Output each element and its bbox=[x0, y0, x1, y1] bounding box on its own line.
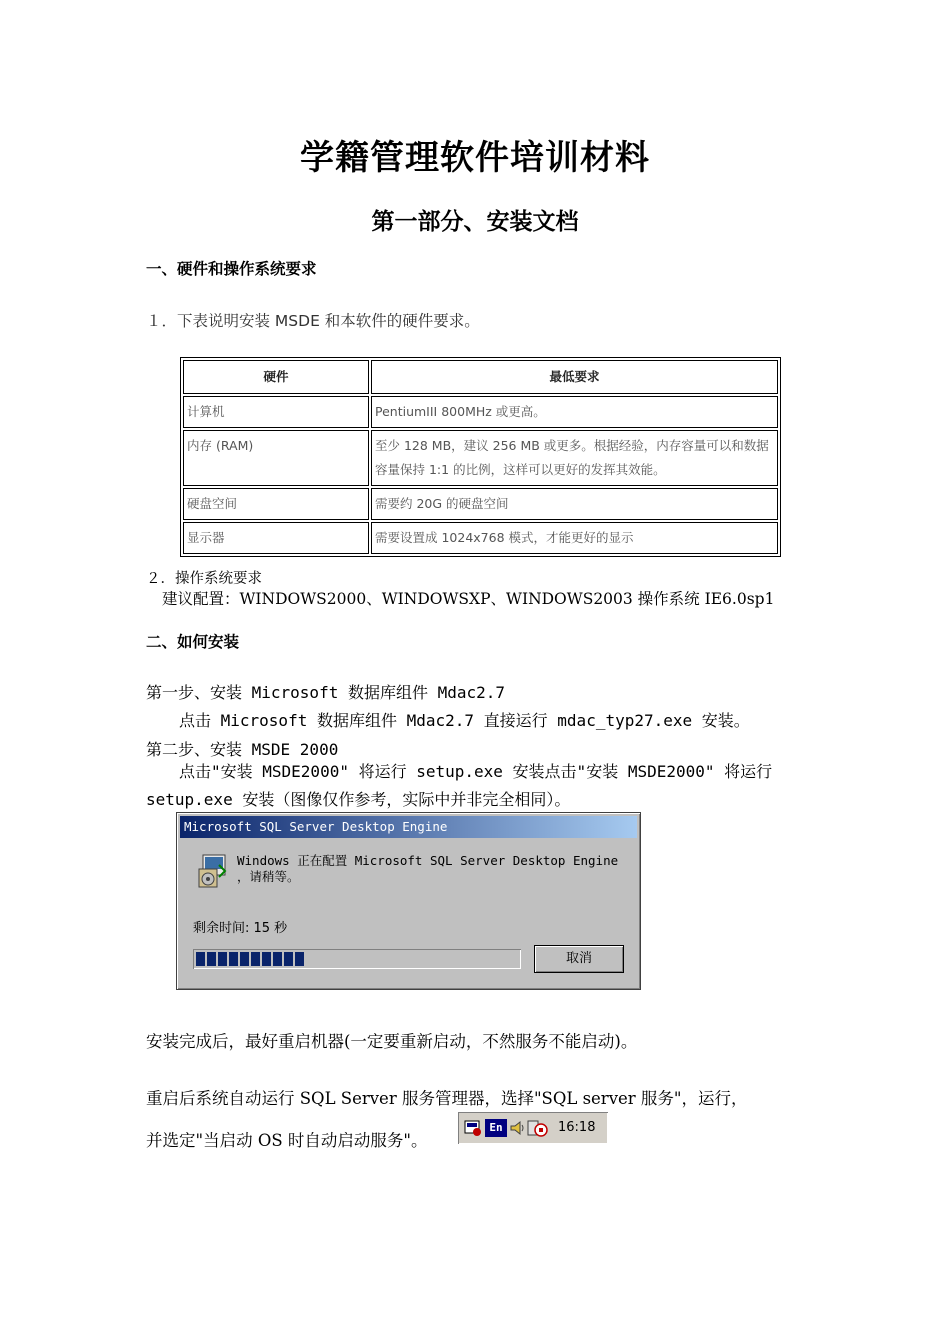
restart-note-line1: 重启后系统自动运行 SQL Server 服务管理器，选择"SQL server 服务"，运行， bbox=[146, 1089, 748, 1108]
table-header-hardware: 硬件 bbox=[183, 360, 369, 394]
system-tray-image bbox=[458, 1112, 608, 1144]
step-1-detail: 点击 Microsoft 数据库组件 Mdac2.7 直接运行 mdac_typ27.exe 安装。 bbox=[179, 711, 750, 730]
language-icon: En bbox=[485, 1119, 507, 1137]
step-2-detail-line1: 点击"安装 MSDE2000" 将运行 setup.exe 安装点击"安装 MSDE2000" 将运行 bbox=[179, 762, 773, 781]
progress-block bbox=[262, 952, 271, 966]
service-manager-icon bbox=[527, 1119, 549, 1137]
sql-server-icon bbox=[464, 1119, 482, 1137]
item-2-text: ２．操作系统要求 bbox=[146, 571, 262, 587]
table-cell: 需要约 20G 的硬盘空间 bbox=[371, 488, 778, 520]
progress-fill bbox=[196, 952, 304, 966]
step-2-detail-line2: setup.exe 安装（图像仅作参考，实际中并非完全相同）。 bbox=[146, 790, 571, 809]
table-header-minimum: 最低要求 bbox=[371, 360, 778, 394]
table-cell: 至少 128 MB，建议 256 MB 或更多。根据经验，内存容量可以和数据容量保持 1:1 的比例，这样可以更好的发挥其效能。 bbox=[371, 430, 778, 486]
restart-note-line2: 并选定"当启动 OS 时自动启动服务"。 bbox=[146, 1131, 428, 1150]
progress-block bbox=[295, 952, 304, 966]
os-recommendation: 建议配置：WINDOWS2000、WINDOWSXP、WINDOWS2003 操作系统 IE6.0sp1 bbox=[162, 590, 775, 608]
install-progress-bar bbox=[193, 949, 521, 969]
dialog-message-line2: ，请稍等。 bbox=[237, 869, 300, 884]
after-install-note: 安装完成后，最好重启机器(一定要重新启动，不然服务不能启动)。 bbox=[146, 1032, 638, 1051]
dialog-title-bar: Microsoft SQL Server Desktop Engine bbox=[180, 816, 637, 838]
step-2-heading: 第二步、安装 MSDE 2000 bbox=[146, 740, 339, 759]
dialog-message bbox=[237, 853, 618, 885]
table-row bbox=[183, 396, 778, 428]
table-cell: 需要设置成 1024x768 模式，才能更好的显示 bbox=[371, 522, 778, 554]
msde-setup-dialog-image bbox=[176, 812, 641, 990]
table-cell: 计算机 bbox=[183, 396, 369, 428]
progress-block bbox=[284, 952, 293, 966]
progress-block bbox=[240, 952, 249, 966]
progress-block bbox=[229, 952, 238, 966]
table-cell: 显示器 bbox=[183, 522, 369, 554]
progress-block bbox=[251, 952, 260, 966]
time-remaining: 剩余时间: 15 秒 bbox=[193, 921, 288, 936]
progress-block bbox=[196, 952, 205, 966]
progress-block bbox=[273, 952, 282, 966]
dialog-message-line1: Windows 正在配置 Microsoft SQL Server Desktop Engine bbox=[237, 853, 619, 868]
hardware-requirements-table bbox=[180, 357, 781, 557]
table-row bbox=[183, 488, 778, 520]
progress-block bbox=[218, 952, 227, 966]
table-header-row bbox=[183, 360, 778, 394]
document-title: 学籍管理软件培训材料 bbox=[300, 138, 650, 178]
cancel-button[interactable]: 取消 bbox=[534, 945, 624, 973]
section-heading-install: 二、如何安装 bbox=[146, 633, 240, 651]
document-subtitle: 第一部分、安装文档 bbox=[371, 209, 579, 235]
table-row bbox=[183, 522, 778, 554]
installer-package-icon bbox=[195, 851, 231, 891]
table-row bbox=[183, 430, 778, 486]
volume-icon bbox=[509, 1119, 525, 1137]
section-heading-hardware: 一、硬件和操作系统要求 bbox=[146, 260, 317, 278]
progress-block bbox=[207, 952, 216, 966]
tray-clock: 16:18 bbox=[558, 1120, 596, 1135]
item-1-text: １．下表说明安装 MSDE 和本软件的硬件要求。 bbox=[146, 312, 480, 330]
step-1-heading: 第一步、安装 Microsoft 数据库组件 Mdac2.7 bbox=[146, 683, 506, 702]
table-cell: 硬盘空间 bbox=[183, 488, 369, 520]
table-cell: PentiumIII 800MHz 或更高。 bbox=[371, 396, 778, 428]
table-cell: 内存 (RAM) bbox=[183, 430, 369, 486]
